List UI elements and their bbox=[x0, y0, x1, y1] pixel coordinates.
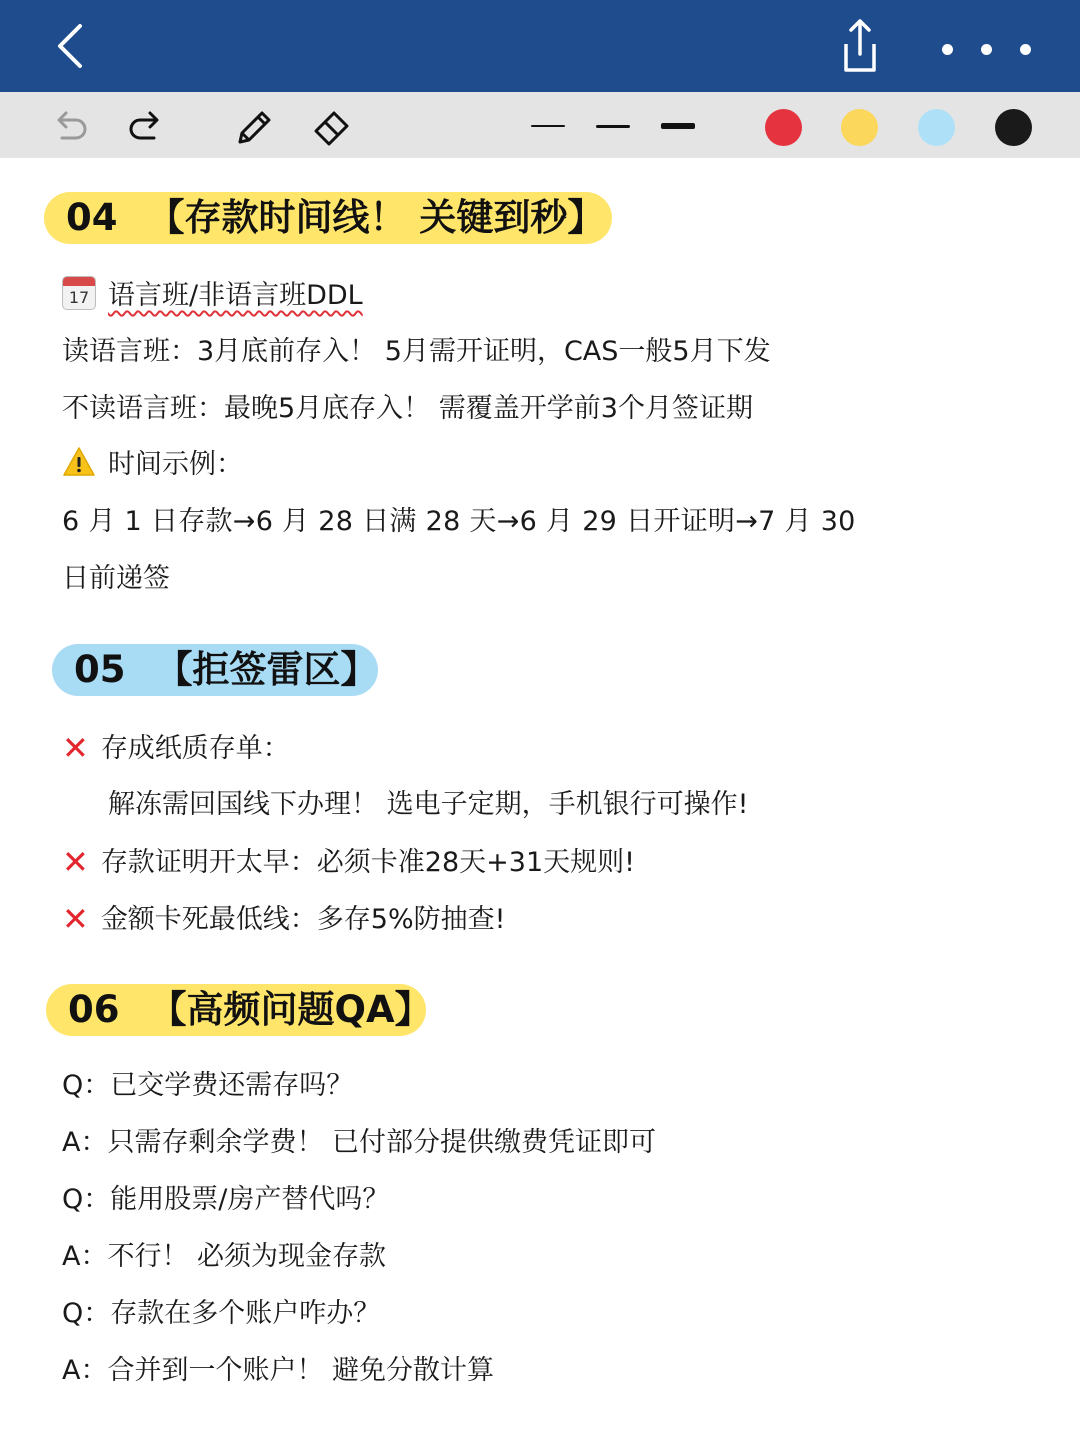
color-black-swatch[interactable] bbox=[995, 109, 1032, 146]
warning-line bbox=[62, 445, 243, 485]
color-light-blue-swatch[interactable] bbox=[918, 109, 955, 146]
risk-item bbox=[62, 728, 290, 769]
share-button[interactable] bbox=[830, 14, 890, 78]
note-canvas[interactable] bbox=[0, 158, 1080, 1443]
example-line: 6 月 1 日存款→6 月 28 日满 28 天→6 月 29 日开证明→7 月 30 bbox=[62, 506, 856, 537]
ddl-subtitle: 语言班/非语言班DDL bbox=[108, 280, 363, 311]
undo-icon bbox=[48, 104, 92, 148]
example-line: 日前递签 bbox=[62, 563, 170, 594]
risk-item-detail: 解冻需回国线下办理！ 选电子定期，手机银行可操作! bbox=[108, 789, 749, 820]
cross-mark-icon: ✕ bbox=[62, 843, 89, 881]
section-title: 【拒签雷区】 bbox=[155, 648, 378, 691]
section-05-heading bbox=[52, 644, 378, 696]
section-number: 04 bbox=[66, 196, 118, 239]
ddl-subtitle-line bbox=[62, 276, 363, 316]
section-number: 06 bbox=[68, 988, 120, 1031]
eraser-tool-button[interactable] bbox=[310, 104, 354, 148]
text-line: 不读语言班：最晚5月底存入！ 需覆盖开学前3个月签证期 bbox=[62, 393, 753, 424]
section-04-heading bbox=[44, 192, 612, 244]
more-dot-icon bbox=[1020, 44, 1031, 55]
share-icon bbox=[830, 14, 890, 78]
pencil-tool-button[interactable] bbox=[232, 104, 276, 148]
section-title: 【存款时间线！ 关键到秒】 bbox=[147, 196, 605, 239]
qa-line: A：只需存剩余学费！ 已付部分提供缴费凭证即可 bbox=[62, 1127, 657, 1158]
cross-mark-icon: ✕ bbox=[62, 729, 89, 767]
text-line: 读语言班：3月底前存入！ 5月需开证明，CAS一般5月下发 bbox=[62, 336, 771, 367]
section-number: 05 bbox=[74, 648, 126, 691]
redo-icon bbox=[124, 104, 168, 148]
risk-item bbox=[62, 899, 505, 940]
risk-item-text: 金额卡死最低线：多存5%防抽查! bbox=[100, 904, 506, 935]
chevron-left-icon bbox=[44, 16, 104, 76]
qa-line: A：合并到一个账户！ 避免分散计算 bbox=[62, 1355, 495, 1386]
back-button[interactable] bbox=[44, 16, 104, 76]
section-06-heading bbox=[46, 984, 432, 1036]
cross-mark-icon: ✕ bbox=[62, 900, 89, 938]
risk-item-text: 存款证明开太早：必须卡准28天+31天规则! bbox=[100, 847, 635, 878]
line-width-medium[interactable] bbox=[592, 112, 634, 140]
pencil-icon bbox=[232, 104, 276, 148]
more-dot-icon bbox=[981, 44, 992, 55]
qa-line: Q：能用股票/房产替代吗？ bbox=[62, 1184, 390, 1215]
color-yellow-swatch[interactable] bbox=[841, 109, 878, 146]
eraser-icon bbox=[310, 104, 354, 148]
more-options-button[interactable] bbox=[928, 30, 1038, 70]
section-title: 【高频问题QA】 bbox=[149, 988, 432, 1031]
line-width-thin[interactable] bbox=[527, 112, 569, 140]
warning-label: 时间示例： bbox=[108, 449, 243, 480]
qa-line: Q：已交学费还需存吗？ bbox=[62, 1070, 354, 1101]
risk-item-text: 存成纸质存单： bbox=[100, 733, 290, 764]
risk-item bbox=[62, 842, 635, 883]
qa-line: Q：存款在多个账户咋办？ bbox=[62, 1298, 381, 1329]
warning-icon bbox=[62, 445, 96, 479]
undo-button[interactable] bbox=[48, 104, 92, 148]
top-nav-bar bbox=[0, 0, 1080, 92]
more-dot-icon bbox=[942, 44, 953, 55]
drawing-toolbar bbox=[0, 92, 1080, 158]
calendar-icon: 17 bbox=[62, 276, 96, 310]
color-red-swatch[interactable] bbox=[765, 109, 802, 146]
qa-line: A：不行！ 必须为现金存款 bbox=[62, 1241, 387, 1272]
redo-button[interactable] bbox=[124, 104, 168, 148]
line-width-thick[interactable] bbox=[657, 112, 699, 140]
